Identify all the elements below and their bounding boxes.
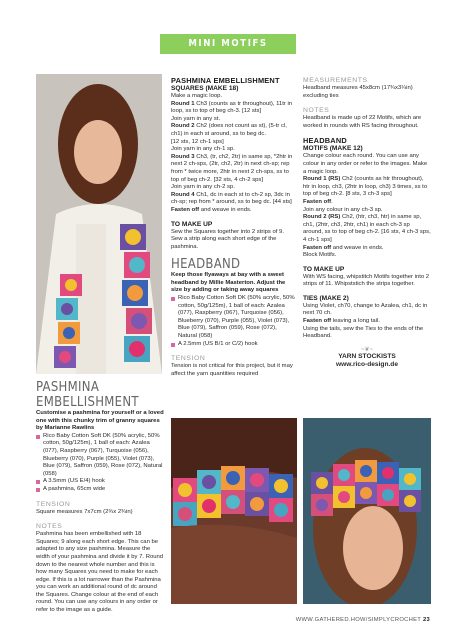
pattern-line-text: and weave in ends. <box>331 244 384 251</box>
headband-photo-left <box>171 418 297 604</box>
left-column <box>36 380 164 615</box>
make-up-text: With WS facing, whipstitch Motifs together into 2 strips of 11. Whipststich the strips together. <box>303 273 430 288</box>
tension-heading: TENSION <box>171 355 206 363</box>
section-banner: MINI MOTIFS COLLECTION <box>160 34 296 54</box>
pattern-line-text: Join any colour in any ch-3 sp. <box>303 206 383 213</box>
pattern-line <box>171 207 297 215</box>
squares-subheading: SQUARES (MAKE 18) <box>171 85 239 92</box>
ties-heading: TIES (MAKE 2) <box>303 294 349 302</box>
pattern-line-text: Make a magic loop. <box>171 93 223 99</box>
material-item: Rico Baby Cotton Soft DK (50% acrylic, 50% cotton, 50g/125m), 1 ball of each: Azalea (077), Raspberry (067), Turquoise (056), Blueberry (070), Purple (055), Violet (073), Blue (079), Saffron (059), Rose (072), Natural (058) <box>36 433 164 479</box>
tension-text: Tension is not critical for this project, but it may affect the yarn quantities required <box>171 363 293 377</box>
pattern-line <box>171 101 297 116</box>
pashmina-title: PASHMINA EMBELLISHMENT <box>36 380 139 410</box>
material-item: A 3.5mm (US E/4) hook <box>36 478 164 486</box>
pattern-line-text: and weave in ends. <box>199 206 252 213</box>
pattern-line-text: Using the tails, sew the Ties to the ends of the Headband. <box>303 325 424 340</box>
pattern-line-text: Ch2 (counts as htr throughout), htr in loop, ch3, (2htr in loop, ch3) 3 times, ss to top of beg ch-2. [8 sts, 3 ch-3 sps] <box>303 176 428 198</box>
pattern-line <box>171 146 297 154</box>
pattern-line-label: Round 4 <box>171 191 195 198</box>
notes-heading: NOTES <box>303 107 330 115</box>
pattern-line <box>303 153 431 176</box>
pattern-line-text: [12 sts, 12 ch-1 sps] <box>171 138 224 145</box>
pattern-line <box>171 192 297 207</box>
pattern-line-text: Join yarn in any ch-2 sp. <box>171 184 235 191</box>
pattern-line-text: Ch3 (counts as tr throughout), 11tr in loop, ss to top of beg ch-3. [12 sts] <box>171 100 293 115</box>
material-item: A 2.5mm (US B/1 or C/2) hook <box>171 341 297 349</box>
pattern-line-label: Round 2 <box>171 123 195 130</box>
pattern-line-label: Fasten off <box>303 244 332 251</box>
make-up-heading: TO MAKE UP <box>171 220 213 228</box>
headband-title: HEADBAND <box>171 257 241 273</box>
material-item: Rico Baby Cotton Soft DK (50% acrylic, 50% cotton, 50g/125m), 1 ball of each: Azalea (077), Raspberry (067), Turquoise (056), Blueberry (070), Purple (055), Violet (073), Blue (079), Saffron (059), Rose (072), Natural (058) <box>171 295 297 341</box>
pattern-line-text: Ch2, (htr, ch3, htr) in same sp, ch1, (2htr, ch3, 2htr, ch1) in each ch-3 sp around, ss to top of beg ch-2. [16 sts, 4 ch-3 sps, 4 ch-1 sps] <box>303 214 431 243</box>
material-item: A pashmina, 65cm wide <box>36 486 164 494</box>
ornament-icon: ~❦~ <box>360 346 374 353</box>
pattern-line <box>171 93 297 101</box>
pattern-line <box>171 154 297 184</box>
pattern-line-text: Block Motifs. <box>303 252 337 259</box>
make-up-heading: TO MAKE UP <box>303 265 345 273</box>
pattern-line-text: leaving a long tail. <box>331 318 380 325</box>
pattern-line <box>303 199 431 207</box>
page-number: 23 <box>422 617 430 623</box>
pattern-line-label: Round 1 (RS) <box>303 176 341 183</box>
pattern-line-text: Using Violet, ch70, change to Azalea, ch1, dc in next 70 ch. <box>303 302 428 317</box>
pattern-line <box>171 184 297 192</box>
pattern-title: PASHMINA EMBELLISHMENT <box>171 76 280 85</box>
pattern-line-label: Fasten off <box>303 318 332 325</box>
page-footer <box>296 617 430 623</box>
stockists-url[interactable]: www.rico-design.de <box>335 361 399 369</box>
pattern-line <box>171 139 297 147</box>
pattern-line-text: Ch3, (tr, ch2, 2tr) in same sp, *2htr in next 2 ch-sps, (2tr, ch2, 2tr) in next ch-sp; rep from * twice more, 2htr in next 2 ch-sps, ss to top of beg ch-2. [32 sts, 4 ch-2 sps] <box>171 153 293 183</box>
tension-heading: TENSION <box>36 500 71 508</box>
pashmina-photo <box>36 74 162 374</box>
pattern-line-text: Join yarn in any st. <box>171 115 221 122</box>
footer-url: WWW.GATHERED.HOW/SIMPLYCROCHET <box>295 617 422 623</box>
motifs-subheading: MOTIFS (MAKE 12) <box>303 145 363 153</box>
right-column <box>303 76 431 370</box>
pattern-line <box>303 176 431 199</box>
pattern-line <box>303 303 431 318</box>
headband-heading: HEADBAND <box>303 136 347 146</box>
pattern-line-text: Change colour each round. You can use any colour in any order or refer to the images. Make a magic loop. <box>303 153 428 175</box>
tension-text: Square measures 7x7cm (2¾x 2¾in) <box>36 508 133 515</box>
notes-heading: NOTES <box>36 523 63 531</box>
pattern-line <box>303 318 431 326</box>
pashmina-lead: Customise a pashmina for yourself or a loved one with this chunky trim of granny squares by Marianne Rawlins <box>36 410 164 432</box>
pattern-line-text: . <box>331 198 333 205</box>
headband-photo-right <box>303 418 431 604</box>
pattern-line-label: Fasten off <box>303 198 332 205</box>
pattern-line-text: Ch2 (does not count as st), (5-tr cl, ch1) in each st around, ss to beg dc. <box>171 123 287 137</box>
pattern-line-label: Fasten off <box>171 206 200 213</box>
measurements-heading: MEASUREMENTS <box>303 77 368 84</box>
headband-lead: Keep those flyaways at bay with a sweet headband by Millie Masterton. Adjust the size by adding or taking away squares <box>171 272 286 294</box>
pattern-line-text: Join yarn in any ch-1 sp. <box>171 146 235 153</box>
pattern-line <box>303 252 431 260</box>
pattern-line <box>303 207 431 215</box>
pattern-line <box>303 214 431 244</box>
pattern-line <box>303 326 431 341</box>
stockists-heading: YARN STOCKISTS <box>338 352 396 360</box>
pattern-line <box>171 116 297 124</box>
pattern-line <box>303 245 431 253</box>
pattern-line <box>171 123 297 138</box>
make-up-text: Sew the Squares together into 2 strips of 9. Sew a strip along each short edge of the pashmina. <box>171 228 284 250</box>
pattern-line-text: Ch1, dc in each st to ch-2 sp, 3dc in ch-sp; rep from * around, ss to beg dc. [44 sts] <box>171 191 292 206</box>
pattern-line-label: Round 2 (RS) <box>303 214 341 221</box>
notes-text: Pashmina has been embellished with 18 Squares; 9 along each short edge. This can be adapted to any size pashmina. Measure the width of your pashmina and divide it by 7. Round down to the nearest whole number and this is how many Squares you need to make for each edge. If this is a lot narrower than the Pashmina you can work an additional round of dc around the Squares. Change colour at the end of each round. You can use any colours in any order or refer to the image as a guide. <box>36 531 164 614</box>
pattern-line-label: Round 1 <box>171 100 195 107</box>
middle-column <box>171 76 297 378</box>
measurements-text: Headband measures 45x8cm (17¾x3¼in) excluding ties <box>303 85 413 99</box>
notes-text: Headband is made up of 22 Motifs, which are worked in rounds with RS facing throughout. <box>303 115 422 129</box>
pattern-line-label: Round 3 <box>171 153 195 160</box>
